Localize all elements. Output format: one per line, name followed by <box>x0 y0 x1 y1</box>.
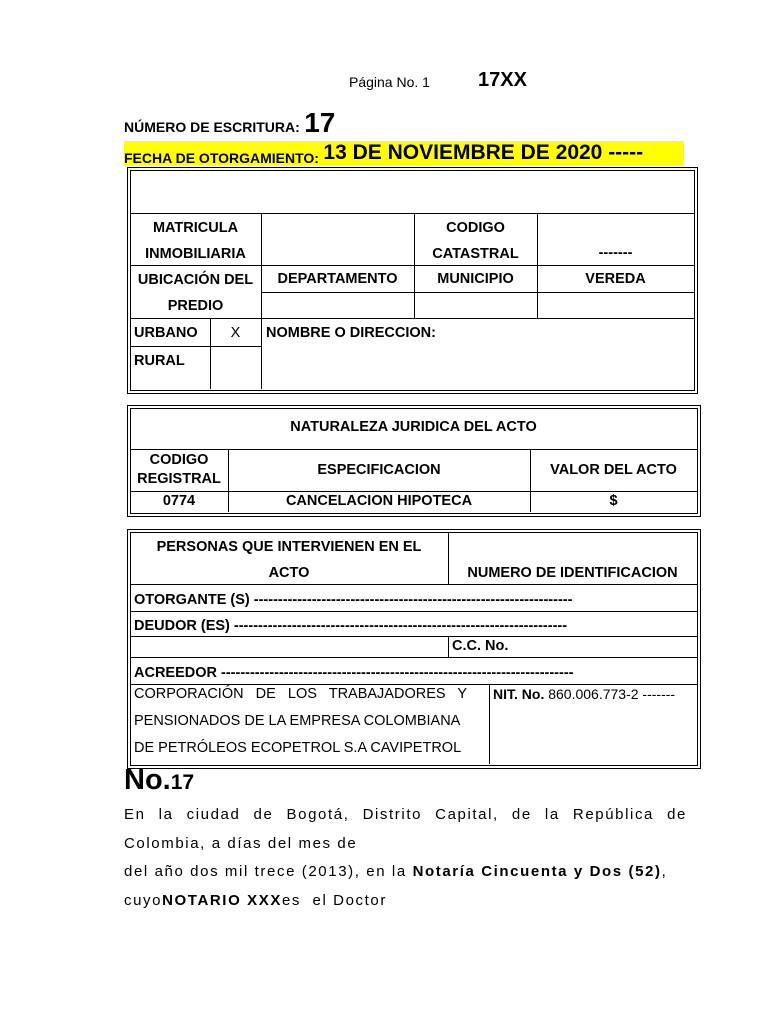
departamento-label: DEPARTAMENTO <box>277 271 398 287</box>
notaria-text-c: , <box>661 863 668 880</box>
acreedor-name-line-3: DE PETRÓLEOS ECOPETROL S.A CAVIPETROL <box>134 740 462 756</box>
codigo-catastral-label-2: CATASTRAL <box>432 246 519 262</box>
notario-text-c: es el Doctor <box>281 892 387 909</box>
escritura-number: 17 <box>304 107 336 138</box>
urbano-mark: X <box>230 325 241 341</box>
no-label: No. <box>124 764 171 796</box>
acto-title: NATURALEZA JURIDICA DEL ACTO <box>290 419 537 435</box>
nit-line <box>493 681 675 707</box>
especificacion-label: ESPECIFICACION <box>317 462 441 478</box>
paragraph-notario <box>124 887 687 916</box>
acreedor-row: ACREEDOR ------------------------------------------------------------------------- <box>134 665 574 681</box>
acreedor-name-line-1: CORPORACIÓN DE LOS TRABAJADORES Y <box>134 686 468 702</box>
codigo-registral-label-2: REGISTRAL <box>137 471 221 487</box>
ubicacion-label-2: PREDIO <box>167 298 224 314</box>
codigo-catastral-label-1: CODIGO <box>446 220 505 236</box>
personas-label-2: ACTO <box>268 565 310 581</box>
acreedor-name-line-2: PENSIONADOS DE LA EMPRESA COLOMBIANA <box>134 713 461 729</box>
municipio-label: MUNICIPIO <box>437 271 514 287</box>
matricula-label-2: INMOBILIARIA <box>145 246 246 262</box>
deudor-row: DEUDOR (ES) --------------------------------------------------------------------- <box>134 618 568 634</box>
numero-identificacion-label: NUMERO DE IDENTIFICACION <box>467 565 678 581</box>
no-number: 17 <box>170 771 195 794</box>
nombre-direccion-label: NOMBRE O DIRECCION: <box>266 325 436 341</box>
page-code: 17XX <box>478 69 527 91</box>
notaria-text-a: del año dos mil trece (2013), en la <box>124 863 413 880</box>
urbano-label: URBANO <box>134 325 198 341</box>
fecha-highlight <box>124 141 684 165</box>
notaria-name: Notaría Cincuenta y Dos (52) <box>412 863 662 880</box>
codigo-registral-value: 0774 <box>162 493 196 509</box>
nit-value: 860.006.773-2 ------- <box>544 686 676 702</box>
notario-name: NOTARIO XXX <box>162 892 282 909</box>
cc-label: C.C. No. <box>452 638 509 654</box>
notario-text-a: cuyo <box>124 892 163 909</box>
matricula-label-1: MATRICULA <box>152 220 239 236</box>
codigo-registral-label-1: CODIGO <box>149 452 209 468</box>
escritura-label: NÚMERO DE ESCRITURA: <box>124 119 300 135</box>
paragraph-intro: En la ciudad de Bogotá, Distrito Capital, de la República de Colombia, a días del mes de <box>124 806 687 852</box>
valor-acto-value: $ <box>609 493 618 509</box>
escritura-heading <box>124 764 194 797</box>
valor-acto-label: VALOR DEL ACTO <box>550 462 677 478</box>
paragraph-notaria <box>124 858 687 887</box>
fecha-label: FECHA DE OTORGAMIENTO: <box>124 150 319 166</box>
codigo-catastral-value: ------- <box>598 245 633 261</box>
otorgante-row: OTORGANTE (S) ------------------------------------------------------------------ <box>134 592 573 608</box>
personas-label-1: PERSONAS QUE INTERVIENEN EN EL <box>156 539 422 555</box>
ubicacion-label-1: UBICACIÓN DEL <box>137 272 254 288</box>
rural-label: RURAL <box>134 353 185 369</box>
nit-label: NIT. No. <box>493 686 545 702</box>
escritura-line <box>124 107 335 139</box>
fecha-value: 13 DE NOVIEMBRE DE 2020 ----- <box>323 141 644 164</box>
page-number-label: Página No. 1 <box>349 74 430 90</box>
especificacion-value: CANCELACION HIPOTECA <box>285 493 473 509</box>
vereda-label: VEREDA <box>585 271 646 287</box>
